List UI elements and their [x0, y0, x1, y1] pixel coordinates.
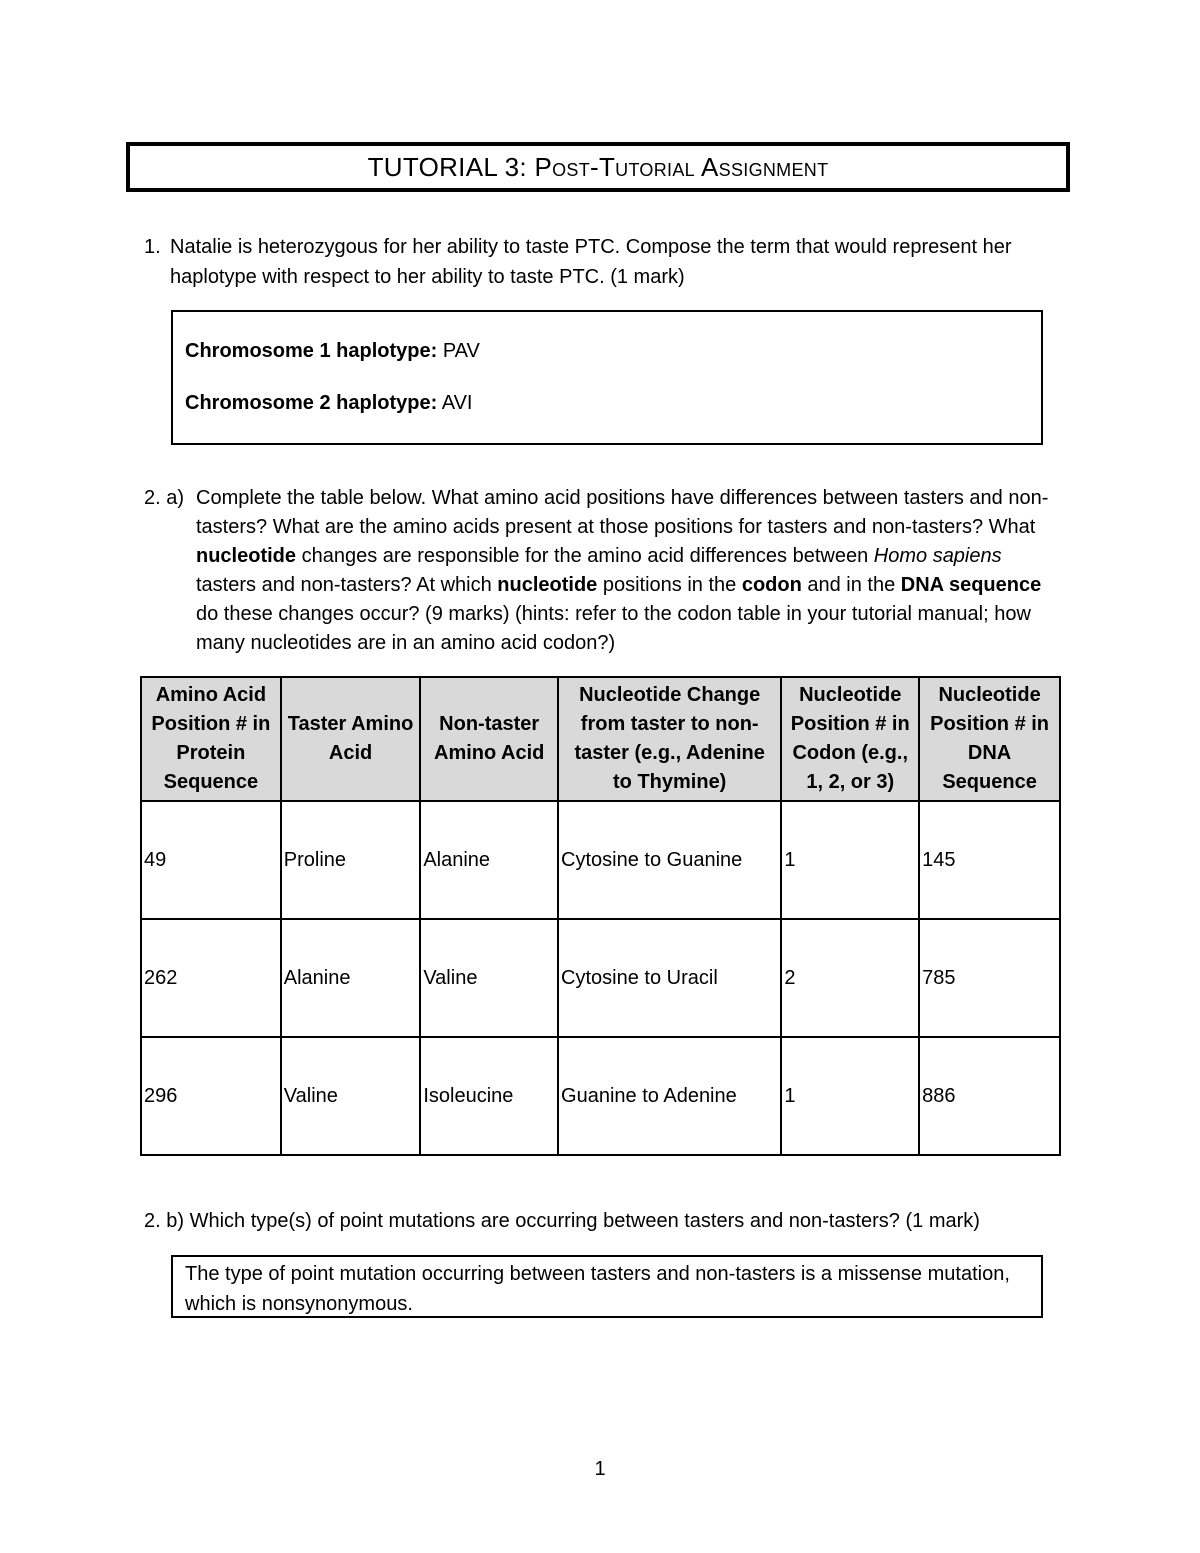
- table-cell: 145: [919, 801, 1060, 919]
- table-cell: 886: [919, 1037, 1060, 1155]
- table-cell: Isoleucine: [420, 1037, 558, 1155]
- table-cell: Valine: [281, 1037, 421, 1155]
- header-taster-amino-acid: Taster Amino Acid: [281, 677, 421, 801]
- chromosome-2-line: [185, 392, 472, 415]
- question-2a-text: Complete the table below. What amino acid positions have differences between tasters and non-tasters? What are the amino acids present at those positions for tasters and non-tasters? What nucleotide changes are responsible for the amino acid differences between Homo sapiens tasters and non-tasters? At which nucleotide positions in the codon and in the DNA sequence do these changes occur? (9 marks) (hints: refer to the codon table in your tutorial manual; how many nucleotides are in an amino acid codon?): [196, 487, 1049, 654]
- chromosome-1-line: [185, 340, 480, 363]
- header-non-taster-amino-acid: Non-taster Amino Acid: [420, 677, 558, 801]
- table-cell: 262: [141, 919, 281, 1037]
- answer-2b-box: The type of point mutation occurring between tasters and non-tasters is a missense mutation, which is nonsynonymous.: [171, 1255, 1043, 1318]
- table-cell: Cytosine to Uracil: [558, 919, 781, 1037]
- table-cell: 1: [781, 1037, 919, 1155]
- table-row: [141, 1037, 1060, 1155]
- table-cell: 296: [141, 1037, 281, 1155]
- table-cell: 2: [781, 919, 919, 1037]
- mutation-table: [140, 676, 1061, 1156]
- question-1: [144, 232, 1064, 292]
- table-cell: 1: [781, 801, 919, 919]
- table-row: [141, 919, 1060, 1037]
- question-2a-number: 2. a): [144, 487, 185, 509]
- table-cell: 49: [141, 801, 281, 919]
- title-sub: Post-Tutorial Assignment: [534, 151, 829, 182]
- title-main: TUTORIAL 3:: [367, 151, 527, 182]
- page-number: 1: [594, 1458, 606, 1480]
- table-cell: 785: [919, 919, 1060, 1037]
- table-header-row: [141, 677, 1060, 801]
- question-2a: [144, 484, 1064, 658]
- table-row: [141, 801, 1060, 919]
- chromosome-1-label: Chromosome 1 haplotype:: [185, 340, 438, 362]
- header-codon-position: Nucleotide Position # in Codon (e.g., 1, 2, or 3): [781, 677, 919, 801]
- table-cell: Cytosine to Guanine: [558, 801, 781, 919]
- header-dna-position: Nucleotide Position # in DNA Sequence: [919, 677, 1060, 801]
- table-cell: Valine: [420, 919, 558, 1037]
- title-box: [126, 142, 1070, 192]
- chromosome-1-value: PAV: [442, 340, 480, 362]
- question-1-number: 1.: [144, 236, 161, 258]
- header-nucleotide-change: Nucleotide Change from taster to non-taster (e.g., Adenine to Thymine): [558, 677, 781, 801]
- question-2b: 2. b) Which type(s) of point mutations are occurring between tasters and non-tasters? (1 mark): [144, 1210, 980, 1232]
- table-cell: Alanine: [420, 801, 558, 919]
- answer-1-box: [171, 310, 1043, 445]
- question-1-text: Natalie is heterozygous for her ability to taste PTC. Compose the term that would represent her haplotype with respect to her ability to taste PTC. (1 mark): [170, 236, 1012, 288]
- table-cell: Proline: [281, 801, 421, 919]
- chromosome-2-value: AVI: [441, 392, 473, 414]
- table-cell: Guanine to Adenine: [558, 1037, 781, 1155]
- table-cell: Alanine: [281, 919, 421, 1037]
- header-amino-acid-position: Amino Acid Position # in Protein Sequence: [141, 677, 281, 801]
- chromosome-2-label: Chromosome 2 haplotype:: [185, 392, 438, 414]
